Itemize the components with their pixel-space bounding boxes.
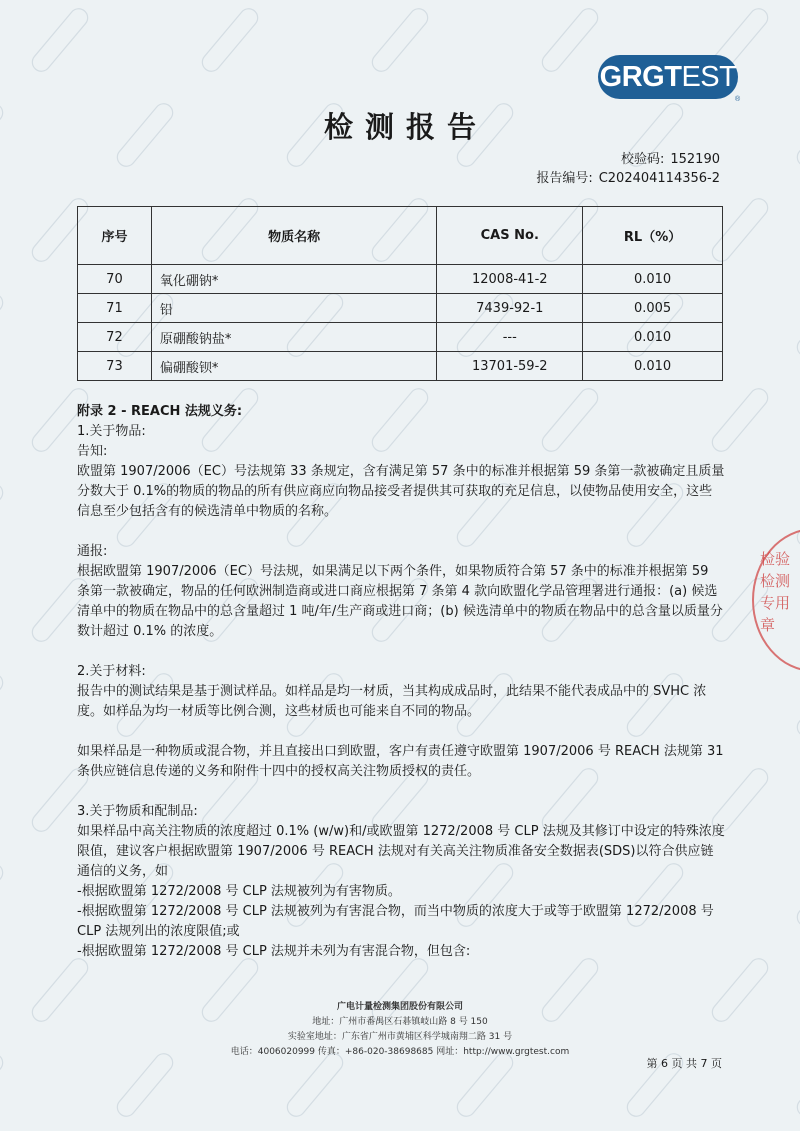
substance-table <box>77 206 723 381</box>
cell-cas: 13701-59-2 <box>437 352 583 381</box>
watermark-mark <box>29 5 92 75</box>
table-row <box>78 294 723 323</box>
section-3-bullet-2: -根据欧盟第 1272/2008 号 CLP 法规被列为有害混合物，而当中物质的浓度大于或等于欧盟第 1272/2008 号 CLP 法规列出的浓度限值;或 <box>77 904 714 939</box>
section-3-paragraph-1: 如果样品中高关注物质的浓度超过 0.1% (w/w)和/或欧盟第 1272/2008 号 CLP 法规及其修订中设定的特殊浓度限值，建议客户根据欧盟第 1907/2006 号 REACH 法规对有关高关注物质准备安全数据表(SDS)以符合供应链通信的义务，如 <box>77 824 725 879</box>
footer-address: 地址：广州市番禺区石碁镇岐山路 8 号 150 <box>312 1017 488 1027</box>
inform-label: 告知: <box>77 444 108 459</box>
table-row <box>78 265 723 294</box>
table-row <box>78 323 723 352</box>
section-3-title: 3.关于物质和配制品: <box>77 804 198 819</box>
section-2-paragraph-2: 如果样品是一种物质或混合物，并且直接出口到欧盟，客户有责任遵守欧盟第 1907/2006 号 REACH 法规第 31 条供应链信息传递的义务和附件十四中的授权高关注物质授权的责任。 <box>77 744 724 779</box>
watermark-mark <box>454 1050 517 1120</box>
grgtest-logo: GRGTEST <box>598 55 738 99</box>
watermark-mark <box>0 1050 6 1120</box>
cell-rl: 0.010 <box>583 352 723 381</box>
notify-label: 通报: <box>77 544 108 559</box>
report-number-label: 报告编号: <box>536 171 593 186</box>
watermark-mark <box>794 290 800 360</box>
watermark-mark <box>794 860 800 930</box>
footer-organization: 广电计量检测集团股份有限公司 <box>336 1002 463 1012</box>
watermark-mark <box>794 670 800 740</box>
watermark-mark <box>0 860 6 930</box>
section-1-title: 1.关于物品: <box>77 424 146 439</box>
watermark-mark <box>539 5 602 75</box>
header-seq: 序号 <box>78 207 152 265</box>
watermark-mark <box>0 290 6 360</box>
cell-seq: 71 <box>78 294 152 323</box>
cell-cas: 7439-92-1 <box>437 294 583 323</box>
cell-seq: 72 <box>78 323 152 352</box>
watermark-mark <box>0 670 6 740</box>
footer-lab-address: 实验室地址：广东省广州市黄埔区科学城南翔二路 31 号 <box>287 1032 513 1042</box>
section-2-paragraph-1: 报告中的测试结果是基于测试样品。如样品是均一材质，当其构成成品时，此结果不能代表成品中的 SVHC 浓度。如样品为均一材质等比例合测，这些材质也可能来自不同的物品。 <box>77 684 707 719</box>
section-3-bullet-3: -根据欧盟第 1272/2008 号 CLP 法规并未列为有害混合物，但包含: <box>77 944 471 959</box>
table-header-row <box>78 207 723 265</box>
appendix-heading: 附录 2 - REACH 法规义务: <box>77 404 243 419</box>
header-rl: RL（%） <box>583 207 723 265</box>
cell-substance: 原硼酸钠盐* <box>151 323 436 352</box>
section-1-paragraph-2: 根据欧盟第 1907/2006（EC）号法规，如果满足以下两个条件，如果物质符合第 57 条中的标准并根据第 59 条第一款被确定，物品的任何欧洲制造商或进口商应根据第 7 条第 4 款向欧盟化学品管理署进行通报：(a) 候选清单中的物质在物品中的总含量超过 1 吨/年/生产商或进口商；(b) 候选清单中的物质在物品中的总含量以质量分数计超过 0.1% 的浓度。 <box>77 564 723 639</box>
section-2-title: 2.关于材料: <box>77 664 146 679</box>
cell-cas: --- <box>437 323 583 352</box>
watermark-mark <box>199 5 262 75</box>
section-1-paragraph-1: 欧盟第 1907/2006（EC）号法规第 33 条规定，含有满足第 57 条中的标准并根据第 59 条第一款被确定且质量分数大于 0.1%的物质的物品的所有供应商应向物品接受者提供其可获取的充足信息，以使物品使用安全，这些信息至少包括含有的候选清单中物质的名称。 <box>77 464 725 519</box>
page-number: 第 6 页 共 7 页 <box>646 1057 722 1070</box>
report-title: 检测报告 <box>323 110 488 144</box>
watermark-mark <box>0 480 6 550</box>
cell-rl: 0.010 <box>583 265 723 294</box>
cell-rl: 0.005 <box>583 294 723 323</box>
cell-rl: 0.010 <box>583 323 723 352</box>
footer <box>0 1000 800 1060</box>
cell-substance: 氧化硼钠* <box>151 265 436 294</box>
header-cas: CAS No. <box>437 207 583 265</box>
cell-substance: 铅 <box>151 294 436 323</box>
check-code-label: 校验码: <box>620 152 665 167</box>
registered-mark: ® <box>735 96 741 103</box>
cell-seq: 73 <box>78 352 152 381</box>
section-3-bullet-1: -根据欧盟第 1272/2008 号 CLP 法规被列为有害物质。 <box>77 884 401 899</box>
inspection-seal-text: 检验检测专用章 <box>760 550 791 634</box>
watermark-mark <box>114 1050 177 1120</box>
report-number-line <box>530 167 720 186</box>
footer-contact: 电话：4006020999 传真：+86-020-38698685 网址：http://www.grgtest.com <box>230 1047 570 1057</box>
appendix-body <box>77 402 725 962</box>
report-number-value: C202404114356-2 <box>598 171 720 186</box>
watermark-mark <box>284 1050 347 1120</box>
cell-cas: 12008-41-2 <box>437 265 583 294</box>
check-code-value: 152190 <box>670 152 720 167</box>
watermark-mark <box>369 5 432 75</box>
check-code-line <box>615 148 720 167</box>
cell-seq: 70 <box>78 265 152 294</box>
watermark-mark <box>794 1050 800 1120</box>
table-row <box>78 352 723 381</box>
header-substance: 物质名称 <box>151 207 436 265</box>
cell-substance: 偏硼酸钡* <box>151 352 436 381</box>
